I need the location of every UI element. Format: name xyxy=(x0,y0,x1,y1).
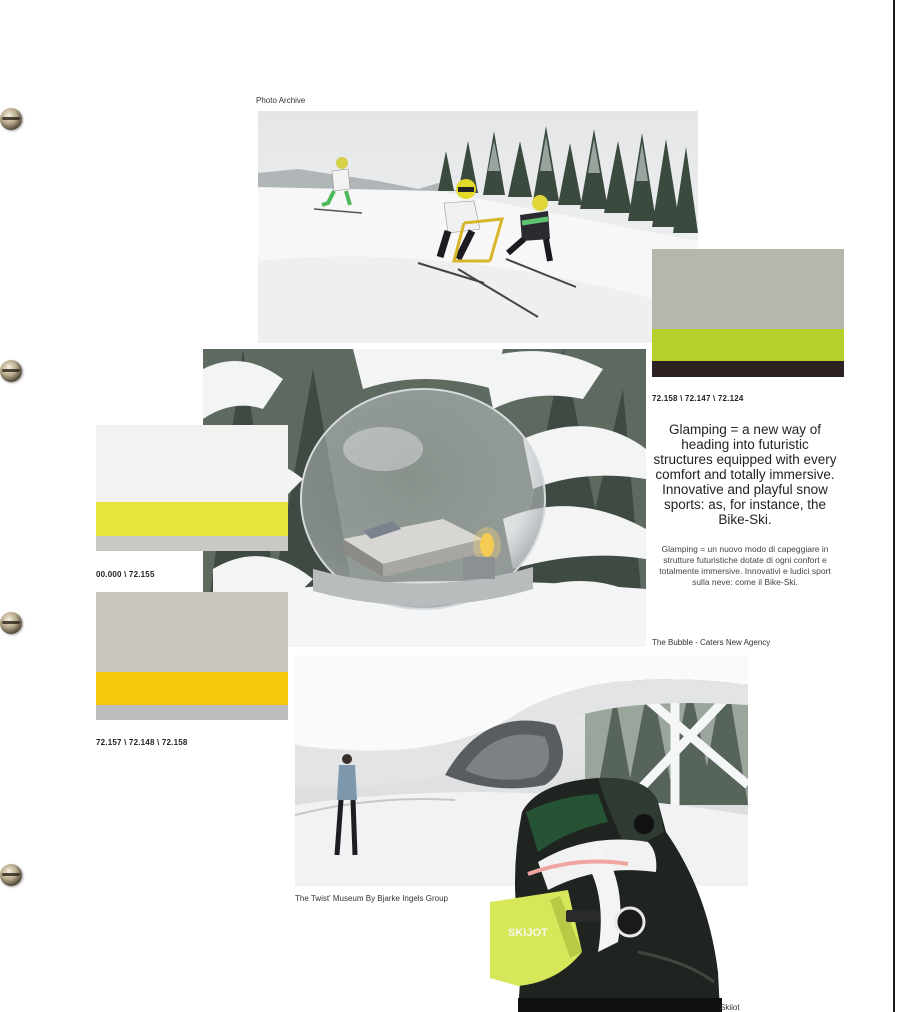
swatch-silver xyxy=(96,705,288,720)
page-edge xyxy=(893,0,895,1012)
binder-ring-icon xyxy=(0,612,22,634)
boot-brand-text: SKIJOT xyxy=(508,927,548,939)
color-code-left-lower: 72.157 \ 72.148 \ 72.158 xyxy=(96,738,188,747)
museum-caption: The Twist' Museum By Bjarke Ingels Group xyxy=(295,894,448,903)
bike-ski-photo xyxy=(258,111,698,343)
swatch-light-grey xyxy=(96,536,288,551)
photo-archive-caption: Photo Archive xyxy=(256,96,306,105)
binder-ring-icon xyxy=(0,360,22,382)
swatch-yellow xyxy=(96,502,288,536)
color-code-top-right: 72.158 \ 72.147 \ 72.124 xyxy=(652,394,744,403)
bubble-caption: The Bubble - Caters New Agency xyxy=(652,638,771,647)
swatch-lime xyxy=(652,329,844,361)
binder-ring-icon xyxy=(0,108,22,130)
skiboot-caption: Skiiot xyxy=(720,1003,740,1012)
italian-subtext: Glamping = un nuovo modo di capeggiare in strutture futuristiche dotate di ogni confort e totalmente immersive. Innovativi e ludici sport sulla neve: come il Bike-Ski. xyxy=(659,544,831,587)
swatch-gold xyxy=(96,672,288,705)
swatch-beige xyxy=(96,592,288,672)
swatch-white xyxy=(96,425,288,502)
headline-text: Glamping = a new way of heading into futuristic structures equipped with every comfort and totally immersive. Innovative and playful snow sports: as, for instance, the Bike-Ski. xyxy=(653,422,837,527)
swatch-grey xyxy=(652,249,844,329)
swatch-dark xyxy=(652,361,844,377)
color-code-left-upper: 00.000 \ 72.155 xyxy=(96,570,155,579)
binder-ring-icon xyxy=(0,864,22,886)
ski-boot-image xyxy=(478,772,728,1012)
